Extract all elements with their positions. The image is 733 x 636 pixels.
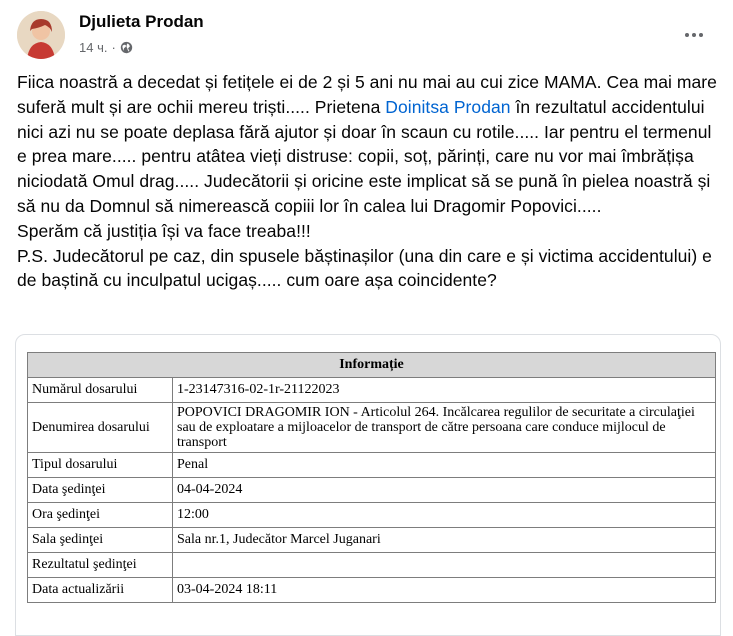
author-name[interactable]: Djulieta Prodan xyxy=(79,12,204,31)
post-text-segment: în rezultatul accidentului nici azi nu se poate deplasa fără ajutor și doar în scaun cu rotile..... Iar pentru el termenul e prea mare..... pentru atâtea vieți distruse: copii, soț, părinți, care nu vor mai îmbrățișa niciodată Omul drag..... Judecătorii și oricine este implicat să se pună în pielea noastră și să nu da Domnul să nimerească copiii lor în calea lui Dragomir Popovici..... xyxy=(17,96,712,216)
post-paragraph xyxy=(17,70,717,219)
meta-separator: · xyxy=(111,40,116,55)
row-label: Sala şedinţei xyxy=(28,528,173,553)
post-time[interactable]: 14 ч. xyxy=(79,40,108,55)
author-avatar[interactable] xyxy=(17,11,65,59)
row-value: Sala nr.1, Judecător Marcel Juganari xyxy=(173,528,716,553)
row-value: Penal xyxy=(173,453,716,478)
post-message xyxy=(17,70,717,293)
row-value: POPOVICI DRAGOMIR ION - Articolul 264. Incălcarea regulilor de securitate a circulaţiei sau de exploatare a mijloacelor de transport de către persoana care conduce mijlocul de transport xyxy=(173,403,716,453)
table-row xyxy=(28,378,716,403)
row-label: Data şedinţei xyxy=(28,478,173,503)
post-header xyxy=(0,0,733,70)
row-label: Ora şedinţei xyxy=(28,503,173,528)
case-info-table xyxy=(27,352,716,603)
mention-link[interactable]: Doinitsa Prodan xyxy=(385,96,511,117)
table-heading: Informație xyxy=(28,353,716,378)
row-value: 04-04-2024 xyxy=(173,478,716,503)
table-row xyxy=(28,528,716,553)
globe-icon xyxy=(120,41,133,54)
table-row xyxy=(28,453,716,478)
row-label: Numărul dosarului xyxy=(28,378,173,403)
table-row xyxy=(28,478,716,503)
post-meta xyxy=(79,40,133,55)
table-row xyxy=(28,553,716,578)
row-value: 03-04-2024 18:11 xyxy=(173,578,716,603)
row-label: Rezultatul şedinţei xyxy=(28,553,173,578)
row-label: Data actualizării xyxy=(28,578,173,603)
row-label: Tipul dosarului xyxy=(28,453,173,478)
row-value xyxy=(173,553,716,578)
post-paragraph: Sperăm că justiția își va face treaba!!! xyxy=(17,220,311,241)
row-value: 12:00 xyxy=(173,503,716,528)
post-text-segment: Fiica noastră a decedat și fetițele ei de 2 și 5 ani nu mai au cui zice MAMA. Cea mai mare suferă mult și are ochii mereu triști..... Prietena xyxy=(17,72,717,117)
table-row xyxy=(28,503,716,528)
more-options-icon[interactable] xyxy=(676,17,712,53)
table-row xyxy=(28,403,716,453)
row-label: Denumirea dosarului xyxy=(28,403,173,453)
post-paragraph: P.S. Judecătorul pe caz, din spusele băștinașilor (una din care e și victima accidentului) e de baștină cu inculpatul ucigaș..... cum oare așa coincidente? xyxy=(17,245,712,291)
table-row xyxy=(28,578,716,603)
row-value: 1-23147316-02-1r-21122023 xyxy=(173,378,716,403)
